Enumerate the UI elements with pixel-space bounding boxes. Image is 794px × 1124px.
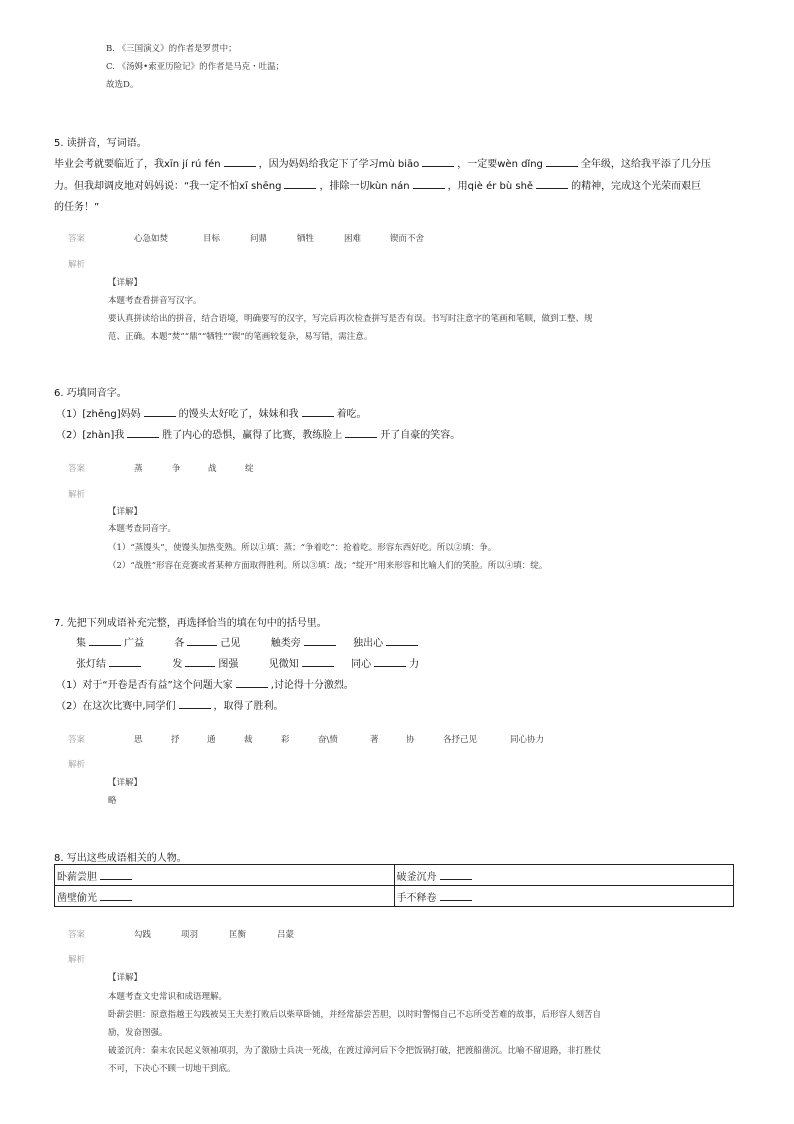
q5-title: 5. 读拼音，写词语。 <box>54 138 147 149</box>
answer-item: 问鼎 <box>250 234 268 244</box>
analysis-text: 本题考查看拼音写汉字。 <box>108 296 202 306</box>
analysis-text: 略 <box>108 796 117 806</box>
prev-option-b: B. 《三国演义》的作者是罗贯中； <box>106 44 237 54</box>
q7-idiom-row-1: 集 广益 各 己见 触类旁 独出心 <box>76 634 421 649</box>
answer-item: 绽 <box>245 464 254 474</box>
answer-item: 目标 <box>203 234 221 244</box>
answer-item: 抒 <box>171 735 180 745</box>
analysis-label: 解析 <box>68 490 86 500</box>
answer-item: 项羽 <box>181 930 199 940</box>
answer-item: 战 <box>208 464 217 474</box>
blank[interactable] <box>89 635 121 646</box>
blank[interactable] <box>127 427 159 438</box>
answer-label: 答案 <box>68 735 86 745</box>
q8-title: 8. 写出这些成语相关的人物。 <box>54 853 187 864</box>
blank[interactable] <box>440 869 472 880</box>
q7-idiom-row-2: 张灯结 发 图强 见微知 同心 力 <box>76 655 419 670</box>
blank[interactable] <box>224 156 256 167</box>
blank[interactable] <box>100 869 132 880</box>
blank[interactable] <box>536 178 568 189</box>
analysis-text: （2）“战胜”形容在竞赛或者某种方面取得胜利。所以③填：战；“绽开”用来形容和比喻人们的笑脸。所以④填：绽。 <box>108 561 548 571</box>
q5-line-3: 的任务！” <box>54 202 100 213</box>
blank[interactable] <box>284 178 316 189</box>
table-cell: 卧薪尝胆 <box>55 865 395 886</box>
answer-item: 通 <box>207 735 216 745</box>
answer-item: 彩 <box>281 735 290 745</box>
answer-item: 奋\愤 <box>318 735 338 745</box>
answer-item: 争 <box>172 464 181 474</box>
analysis-text: 要认真拼读给出的拼音，结合语境，明确要写的汉字，写完后再次检查拼写是否有误。书写时注意字的笔画和笔顺，做到工整、规 <box>108 314 593 324</box>
table-cell: 手不释卷 <box>394 886 734 907</box>
answer-label: 答案 <box>68 464 86 474</box>
table-cell: 凿壁偷光 <box>55 886 395 907</box>
q7-title: 7. 先把下列成语补充完整，再选择恰当的填在句中的括号里。 <box>54 618 327 629</box>
analysis-text: 励，发奋图强。 <box>108 1028 168 1038</box>
detail-heading: 【详解】 <box>108 278 143 288</box>
detail-heading: 【详解】 <box>108 778 143 788</box>
blank[interactable] <box>100 890 132 901</box>
analysis-text: 本题考查同音字。 <box>108 524 177 534</box>
blank[interactable] <box>413 178 445 189</box>
answer-item: 心急如焚 <box>134 234 169 244</box>
answer-item: 吕蒙 <box>277 930 295 940</box>
blank[interactable] <box>440 890 472 901</box>
blank[interactable] <box>345 427 377 438</box>
blank[interactable] <box>302 406 334 417</box>
answer-label: 答案 <box>68 930 86 940</box>
blank[interactable] <box>302 656 334 667</box>
analysis-text: 本题考查文史常识和成语理解。 <box>108 992 228 1002</box>
analysis-text: （1）“蒸馒头”，使馒头加热变熟。所以①填：蒸；“争着吃”：抢着吃。形容东西好吃。所以②填：争。 <box>108 543 497 553</box>
prev-conclusion: 故选D。 <box>106 80 139 90</box>
answer-item: 裁 <box>244 735 253 745</box>
answer-item: 同心协力 <box>510 735 545 745</box>
analysis-text: 不可，下决心不顾一切地干到底。 <box>108 1064 236 1074</box>
q7-sentence-2: （2）在这次比赛中,同学们 ，取得了胜利。 <box>56 697 284 712</box>
analysis-text: 范、正确。本题“焚”“鼎”“牺牲”“锲”的笔画较复杂，易写错，需注意。 <box>108 332 373 342</box>
answer-item: 协 <box>406 735 415 745</box>
analysis-label: 解析 <box>68 260 86 270</box>
q6-line-1: （1）[zhēng]妈妈 的馒头太好吃了，妹妹和我 着吃。 <box>56 405 367 420</box>
blank[interactable] <box>422 156 454 167</box>
answer-item: 思 <box>134 735 143 745</box>
answer-item: 困难 <box>344 234 362 244</box>
analysis-label: 解析 <box>68 760 86 770</box>
answer-item: 牺牲 <box>297 234 315 244</box>
blank[interactable] <box>144 406 176 417</box>
answer-item: 匡衡 <box>229 930 247 940</box>
blank[interactable] <box>304 635 336 646</box>
analysis-text: 破釜沉舟：秦末农民起义领袖项羽，为了激励士兵决一死战，在渡过漳河后下令把饭锅打破，把渡船凿沉。比喻不留退路，非打胜仗 <box>108 1046 602 1056</box>
blank[interactable] <box>236 677 268 688</box>
blank[interactable] <box>179 698 211 709</box>
answer-item: 著 <box>370 735 379 745</box>
answer-item: 蒸 <box>134 464 143 474</box>
blank[interactable] <box>546 156 578 167</box>
blank[interactable] <box>386 635 418 646</box>
idiom-table <box>54 864 734 907</box>
detail-heading: 【详解】 <box>108 507 143 517</box>
q6-title: 6. 巧填同音字。 <box>54 388 127 399</box>
answer-item: 锲而不舍 <box>390 234 425 244</box>
detail-heading: 【详解】 <box>108 973 143 983</box>
blank[interactable] <box>109 656 141 667</box>
analysis-text: 卧薪尝胆：原意指越王勾践被吴王夫差打败后以柴草卧铺，并经常舔尝苦胆，以时时警惕自己不忘所受苦难的故事，后形容人刻苦自 <box>108 1010 602 1020</box>
answer-item: 各抒己见 <box>443 735 478 745</box>
blank[interactable] <box>374 656 406 667</box>
analysis-label: 解析 <box>68 955 86 965</box>
blank[interactable] <box>187 635 217 646</box>
blank[interactable] <box>185 656 215 667</box>
answer-label: 答案 <box>68 234 86 244</box>
table-cell: 破釜沉舟 <box>394 865 734 886</box>
prev-option-c: C. 《汤姆•索亚历险记》的作者是马克・吐温； <box>106 62 285 72</box>
answer-item: 勾践 <box>134 930 152 940</box>
q5-line-2: 力。但我却调皮地对妈妈说：“我一定不怕xī shēng ，排除一切kùn nán ，用qiè ér bù shě 的精神，完成这个光荣而艰巨 <box>54 177 701 192</box>
q6-line-2: （2）[zhàn]我 胜了内心的恐惧，赢得了比赛，教练脸上 开了自豪的笑容。 <box>56 426 460 441</box>
q7-sentence-1: （1）对于“开卷是否有益”这个问题大家 ,讨论得十分激烈。 <box>56 676 354 691</box>
q5-line-1: 毕业会考就要临近了，我xīn jí rú fén ，因为妈妈给我定下了学习mù biāo ，一定要wèn dǐng 全年级，这给我平添了几分压 <box>54 155 711 170</box>
